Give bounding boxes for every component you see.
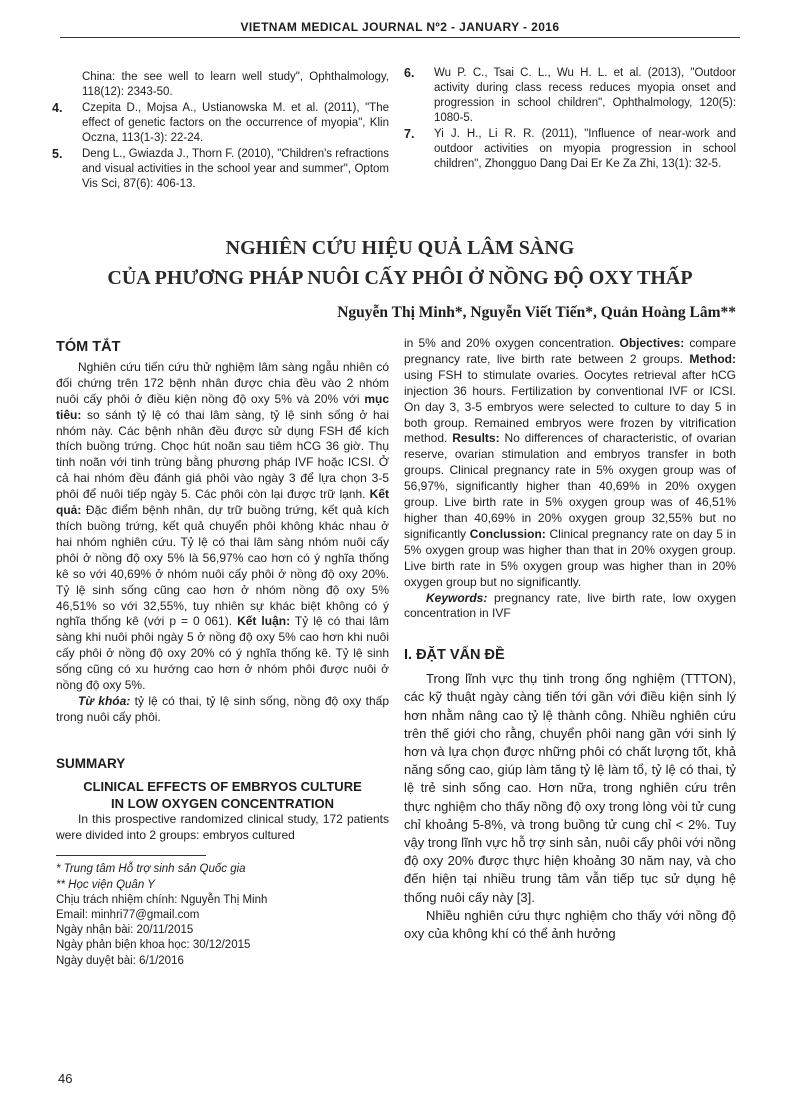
reference-number: 7. bbox=[404, 127, 415, 141]
keywords-text: tỷ lệ có thai, tỷ lệ sinh sống, nồng độ oxy thấp trong nuôi cấy phôi. bbox=[56, 693, 389, 724]
footnotes bbox=[56, 862, 389, 968]
footnote-email: Email: minhri77@gmail.com bbox=[56, 909, 200, 922]
summary-text: Clinical pregnancy rate on day 5 in 5% oxygen group was higher than that in 20% oxygen group. Live birth rate in 5% oxygen group was higher than in 20% oxygen group but no significantly. bbox=[404, 526, 736, 589]
objectives-label: mục tiêu: bbox=[56, 391, 389, 422]
summary-objectives-label: Objectives: bbox=[619, 336, 685, 350]
summary-intro: In this prospective randomized clinical study, 172 patients were divided into 2 groups: embryos cultured bbox=[56, 811, 389, 842]
reference-item bbox=[52, 101, 389, 146]
footnote-corresponding: Chịu trách nhiệm chính: Nguyễn Thị Minh bbox=[56, 893, 268, 906]
introduction-paragraph-2: Nhiều nghiên cứu thực nghiệm cho thấy với nồng độ oxy của không khí có thể ảnh hưởng bbox=[404, 907, 736, 942]
abstract-heading: TÓM TẮT bbox=[56, 339, 121, 355]
keywords-en-text: pregnancy rate, live birth rate, low oxygen concentration in IVF bbox=[404, 590, 736, 621]
introduction-section bbox=[404, 670, 736, 943]
title-line-2: CỦA PHƯƠNG PHÁP NUÔI CẤY PHÔI Ở NỒNG ĐỘ OXY THẤP bbox=[107, 267, 693, 289]
reference-text: Yi J. H., Li R. R. (2011), "Influence of near-work and outdoor activities on myopia progression in school children", Zhongguo Dang Dai Er Ke Za Zhi, 13(1): 32-5. bbox=[434, 128, 736, 170]
keywords-en-label: Keywords: bbox=[426, 590, 488, 605]
page-number: 46 bbox=[58, 1071, 73, 1086]
summary-title bbox=[56, 778, 389, 812]
footnote-reviewed: Ngày phản biện khoa học: 30/12/2015 bbox=[56, 939, 251, 952]
references-right bbox=[404, 66, 736, 173]
abstract-text: Tỷ lệ có thai lâm sàng khi nuôi phôi ngày 5 ở nồng độ oxy 5% cao hơn khi nuôi cấy phôi ở nồng độ oxy 20% có ý nghĩa thống kê. Tỷ lệ sinh sống cũng có xu hướng cao hơn ở nhóm phôi được nuôi ở nồng độ oxy 5%. bbox=[56, 614, 389, 693]
abstract-text: Nghiên cứu tiến cứu thử nghiệm lâm sàng ngẫu nhiên có đối chứng trên 172 bệnh nhân được chia đều vào 2 nhóm nuôi cấy phôi ở điều kiện nồng độ oxy 5% và 20% với bbox=[56, 359, 389, 406]
conclusion-label: Kết luận: bbox=[237, 614, 291, 629]
right-column bbox=[404, 336, 736, 943]
results-label: Kết quả: bbox=[56, 487, 389, 518]
summary-text: No differences of characteristic, of ovarian reserve, ovarian stimulation and embryos transfer in both groups. Clinical pregnancy rate in 5% oxygen group was of 56,97%, significantly higher than 40,69% in 20% oxygen group. Live birth rate in 5% oxygen group was of 46,51% higher than 40,69% in 20% oxygen group 32,55% but no significantly bbox=[404, 431, 736, 541]
journal-header: VIETNAM MEDICAL JOURNAL Nº2 - JANUARY - 2016 bbox=[60, 20, 740, 38]
summary-heading: SUMMARY bbox=[56, 755, 126, 771]
reference-text: Wu P. C., Tsai C. L., Wu H. L. et al. (2013), "Outdoor activity during class recess reduces myopia onset and progression in school children", Ophthalmology, 120(5): 1080-5. bbox=[434, 67, 736, 124]
reference-number: 4. bbox=[52, 101, 63, 115]
reference-item bbox=[52, 70, 389, 100]
footnote-received: Ngày nhận bài: 20/11/2015 bbox=[56, 924, 194, 937]
reference-text: Deng L., Gwiazda J., Thorn F. (2010), "Children's refractions and visual activities in the school year and summer", Optom Vis Sci, 87(6): 406-13. bbox=[82, 148, 389, 190]
footnote-affiliation-2: ** Học viện Quân Y bbox=[56, 878, 155, 891]
summary-text: in 5% and 20% oxygen concentration. bbox=[404, 336, 615, 350]
reference-text: Czepita D., Mojsa A., Ustianowska M. et al. (2011), "The effect of genetic factors on the occurrence of myopia", Klin Oczna, 113(1-3): 22-24. bbox=[82, 102, 389, 144]
reference-item bbox=[404, 66, 736, 126]
reference-number: 5. bbox=[52, 147, 63, 161]
summary-conclusion-label: Conclussion: bbox=[469, 526, 546, 541]
abstract-paragraph bbox=[56, 360, 389, 694]
title-line-1: NGHIÊN CỨU HIỆU QUẢ LÂM SÀNG bbox=[225, 237, 575, 259]
keywords-label: Từ khóa: bbox=[78, 693, 131, 708]
summary-method-label: Method: bbox=[689, 351, 736, 366]
keywords-en bbox=[404, 591, 736, 623]
introduction-heading: I. ĐẶT VẤN ĐỀ bbox=[404, 647, 505, 664]
left-column bbox=[56, 340, 389, 969]
reference-item bbox=[404, 127, 736, 172]
summary-title-line-1: CLINICAL EFFECTS OF EMBRYOS CULTURE bbox=[83, 778, 362, 794]
article-title bbox=[60, 233, 740, 293]
references-left bbox=[52, 70, 389, 193]
reference-item bbox=[52, 147, 389, 192]
article-authors: Nguyễn Thị Minh*, Nguyễn Viết Tiến*, Quản Hoàng Lâm** bbox=[337, 304, 736, 321]
summary-text: using FSH to stimulate ovaries. Oocytes retrieval after hCG injection 36 hours. Fertilization by conventional IVF or ICSI. On day 3, 3-5 embryos were selected to culture to day 5 in both group. Remained embryos were frozen by vitrification method. bbox=[404, 367, 736, 446]
introduction-paragraph-1: Trong lĩnh vực thụ tinh trong ống nghiệm (TTTON), các kỹ thuật ngày càng tiến tới gần với điều kiện sinh lý hơn nhằm nâng cao tỷ lệ thành công. Nhiều nghiên cứu trên thế giới cho rằng, chuyển phôi nang gần với sinh lý hơn và lựa chọn được những phôi có chất lượng tốt, khả năng sống cao, giúp làm tăng tỷ lệ làm tổ, tỷ lệ có thai, tỷ lệ trẻ sinh sống cao. Hơn nữa, trong nghiên cứu trên thực nghiệm cho thấy nồng độ oxy trong lòng vòi tử cung chỉ khoảng 5-8%, và trong buồng tử cung chỉ < 2%. Tuy vậy trong lĩnh vực hỗ trợ sinh sản, nuôi cấy phôi với nồng độ oxy 20% được thực hiện khoảng 30 năm nay, và cho đến hiện tại nhiều trung tâm vẫn tiếp tục sử dụng hệ thống nuôi cấy này [3]. bbox=[404, 671, 736, 905]
summary-text: compare pregnancy rate, live birth rate between 2 groups. bbox=[404, 336, 737, 366]
reference-number: 6. bbox=[404, 66, 415, 80]
abstract-text: so sánh tỷ lệ có thai lâm sàng, tỷ lệ sinh sống ở hai nhóm này. Các bệnh nhân đều được sử dụng FSH để kích thích buồng trứng. Chọc hút noãn sau tiêm hCG 36 giờ. Thụ tinh noãn với tinh trùng bằng phương pháp IVF hoặc ICSI. Ở cả hai nhóm đều đánh giá phôi vào ngày 3 để lựa chọn 3-5 phôi để nuôi tiếp ngày 5. Các phôi còn lại được trữ lạnh. bbox=[56, 407, 390, 502]
summary-title-line-2: IN LOW OXYGEN CONCENTRATION bbox=[111, 795, 334, 811]
abstract-text: Đặc điểm bệnh nhân, dự trữ buồng trứng, kết quả kích thích buồng trứng, kết quả chuyển phôi không khác nhau ở hai nhóm nghiên cứu. Tỷ lệ có thai lâm sàng nhóm nuôi cấy phôi ở nồng độ oxy 5% là 56,97% cao hơn có ý nghĩa thống kê so với 40,69% ở nhóm nuôi cấy phôi ở nồng độ oxy 20%. Tỷ lệ sinh sống cũng cao hơn ở nhóm nồng độ oxy 5% 46,51% so với 32,55%, tuy nhiên sự khác biệt không có ý nghĩa thống kê (với p = 0 061). bbox=[56, 503, 390, 629]
reference-text: China: the see well to learn well study", Ophthalmology, 118(12): 2343-50. bbox=[82, 71, 389, 98]
footnote-divider bbox=[56, 855, 206, 856]
summary-body bbox=[404, 336, 736, 591]
summary-results-label: Results: bbox=[452, 431, 500, 446]
keywords-vn bbox=[56, 694, 389, 726]
footnote-affiliation-1: * Trung tâm Hỗ trợ sinh sản Quốc gia bbox=[56, 863, 246, 876]
footnote-accepted: Ngày duyệt bài: 6/1/2016 bbox=[56, 954, 184, 967]
